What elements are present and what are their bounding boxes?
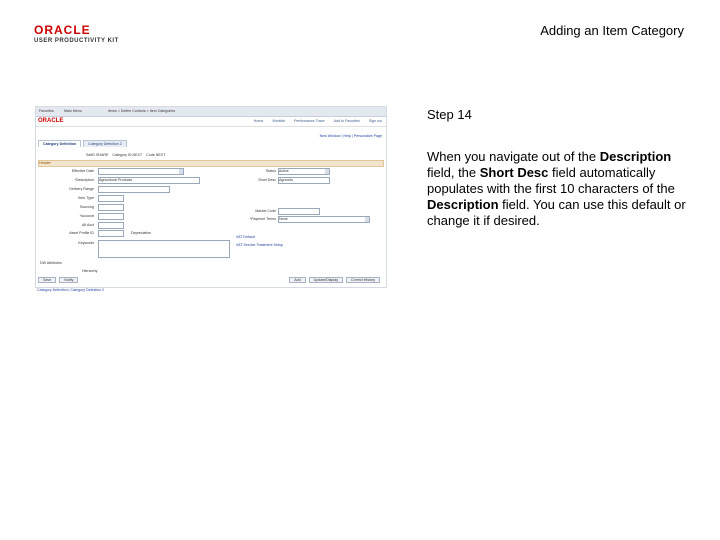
desc-text-1: When you navigate out of the: [427, 149, 600, 164]
save-button[interactable]: Save: [38, 277, 56, 283]
description-label: *Description: [74, 178, 94, 182]
account-label: *Account: [79, 214, 94, 218]
payment-terms-value: None: [279, 217, 288, 221]
slide-title: Adding an Item Category: [540, 23, 684, 38]
button-bar: [38, 277, 80, 283]
short-desc-field[interactable]: [278, 177, 330, 184]
item-type-label: Item Type: [78, 196, 94, 200]
short-desc-label: Short Desc: [258, 178, 276, 182]
brand-logo: ORACLE: [38, 118, 64, 124]
keywords-label: Keywords: [78, 241, 94, 245]
status-label: Status: [265, 169, 276, 173]
brand-bar: [36, 117, 386, 127]
description-value: Agricultural Products: [99, 178, 133, 182]
nav-add-favorites[interactable]: Add to Favorites: [333, 119, 360, 123]
top-menu-bar: [36, 107, 386, 117]
asset-profile-label: Asset Profile ID: [69, 231, 94, 235]
section-header: [38, 160, 384, 167]
account-field[interactable]: [98, 213, 124, 220]
notify-button[interactable]: Notify: [59, 277, 78, 283]
delivery-range-label: Delivery Range: [69, 187, 94, 191]
payment-terms-select[interactable]: [278, 216, 370, 223]
sourcing-field[interactable]: [98, 204, 124, 211]
market-code-field[interactable]: [278, 208, 320, 215]
payment-terms-label: *Payment Terms: [249, 217, 276, 221]
hierarchy-label: Hierarchy: [82, 269, 98, 273]
right-button-bar: [289, 277, 382, 283]
menu-breadcrumb[interactable]: Items > Define Controls > Item Categories: [108, 109, 176, 113]
bottom-page-links[interactable]: Category Definition | Category Definition 2: [37, 288, 105, 292]
desc-text-2: field, the: [427, 165, 480, 180]
nav-links: [246, 119, 382, 123]
update-display-button[interactable]: Update/Display: [309, 277, 343, 283]
menu-favorites[interactable]: Favorites: [39, 109, 54, 113]
step-description: [427, 149, 689, 229]
logo-sub: USER PRODUCTIVITY KIT: [34, 38, 119, 44]
correct-history-button[interactable]: Correct History: [346, 277, 380, 283]
short-desc-value: Agricultu: [279, 178, 293, 182]
sourcing-label: Sourcing: [79, 205, 94, 209]
vat-service-link[interactable]: VAT Service Treatment Setup: [236, 243, 283, 247]
status-select[interactable]: [278, 168, 330, 175]
vat-default-link[interactable]: VAT Default: [236, 235, 255, 239]
menu-main[interactable]: Main Menu: [64, 109, 82, 113]
description-field[interactable]: [98, 177, 200, 184]
nav-home[interactable]: Home: [253, 119, 264, 123]
alt-acct-field[interactable]: [98, 222, 124, 229]
tab-category-definition-2[interactable]: Category Definition 2: [83, 140, 127, 147]
market-code-label: Market Code: [255, 209, 276, 213]
oracle-upk-logo: [34, 24, 119, 44]
desc-bold-short-desc: Short Desc: [479, 165, 549, 180]
keywords-textarea[interactable]: [98, 240, 230, 258]
nav-sign-out[interactable]: Sign out: [368, 119, 382, 123]
dw-attributes-label: DW Attributes: [40, 261, 62, 265]
desc-text-3: field automatically populates with the first 10 characters of the: [427, 165, 675, 196]
info-line: [86, 153, 165, 157]
desc-bold-description-2: Description: [427, 197, 499, 212]
info-category-id: Category ID NEXT: [112, 153, 143, 157]
item-type-field[interactable]: [98, 195, 124, 202]
asset-profile-field[interactable]: [98, 230, 124, 237]
effdate-label: Effective Date: [71, 169, 94, 173]
step-label: Step 14: [427, 107, 472, 122]
application-screenshot: [35, 106, 387, 288]
page-links[interactable]: New Window | Help | Personalize Page: [319, 134, 382, 138]
page-tabs: [38, 140, 128, 147]
delivery-range-field[interactable]: [98, 186, 170, 193]
info-code: Code NEXT: [146, 153, 166, 157]
depreciation-label: Depreciation: [131, 231, 152, 235]
alt-acct-label: Alt Acct: [82, 223, 94, 227]
effdate-select[interactable]: [98, 168, 184, 175]
add-button[interactable]: Add: [289, 277, 305, 283]
status-value: Active: [279, 169, 289, 173]
nav-worklist[interactable]: Worklist: [272, 119, 286, 123]
nav-performance-trace[interactable]: Performance Trace: [294, 119, 325, 123]
desc-text-4: field. You can use this default or change it if desired.: [427, 197, 686, 228]
section-title: Header: [39, 161, 51, 165]
logo-word: ORACLE: [34, 23, 91, 37]
tab-category-definition[interactable]: Category Definition: [38, 140, 81, 147]
desc-bold-description: Description: [599, 149, 672, 164]
info-setid: SetID SHARE: [86, 153, 109, 157]
